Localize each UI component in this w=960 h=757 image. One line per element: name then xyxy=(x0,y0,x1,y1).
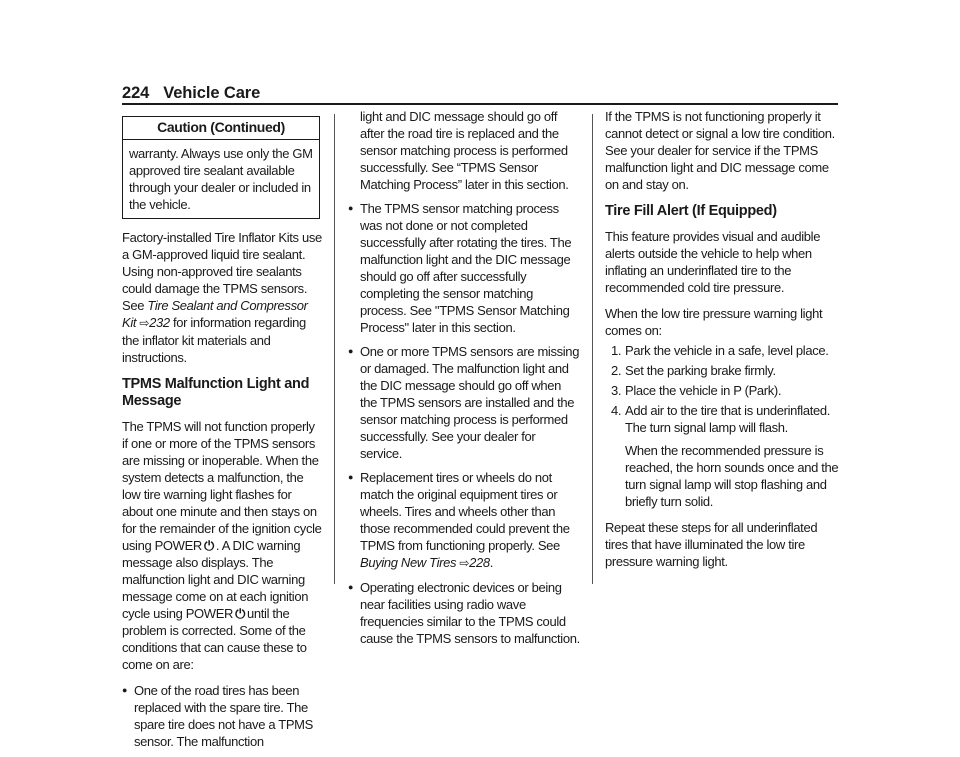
tpms-malfunction-paragraph xyxy=(122,418,322,673)
steps-list xyxy=(605,342,840,510)
paragraph-text: until the problem is corrected. Some of the conditions that can cause these to come on are: xyxy=(122,606,307,672)
column-3 xyxy=(605,108,840,579)
list-item xyxy=(605,402,840,510)
header-rule xyxy=(122,103,838,105)
caution-text: warranty. Always use only the GM approved tire sealant available through your dealer or included in the vehicle. xyxy=(129,146,313,212)
buying-new-tires-link[interactable]: Buying New Tires xyxy=(360,555,457,570)
step-number: 3. xyxy=(611,383,622,398)
tire-sealant-link[interactable]: Tire Sealant and Compressor Kit xyxy=(122,298,308,330)
paragraph-text: . A DIC warning message also displays. The malfunction light and DIC warning message come on at each ignition cycle using POWER xyxy=(122,538,309,621)
paragraph-text: Factory-installed Tire Inflator Kits use a GM-approved liquid tire sealant. Using non-approved tire sealants could damage the TPMS sensors. See xyxy=(122,230,322,313)
paragraph-text: Replacement tires or wheels do not match the original equipment tires or wheels. Tires and wheels other than those recommended could prevent the TPMS from functioning properly. See xyxy=(360,470,570,553)
step-number: 4. xyxy=(611,403,622,418)
list-item xyxy=(348,469,580,572)
tire-fill-paragraph: This feature provides visual and audible alerts outside the vehicle to help when inflating an underinflated tire to the recommended cold tire pressure. xyxy=(605,229,821,295)
step-number: 2. xyxy=(611,363,622,378)
section-title: Vehicle Care xyxy=(163,84,261,102)
list-item: ● Operating electronic devices or being near facilities using radio wave frequencies similar to the TPMS could cause the TPMS sensors to malfunction. xyxy=(348,579,580,647)
step-number: 1. xyxy=(611,343,622,358)
tpms-malfunction-heading: TPMS Malfunction Light and Message xyxy=(122,376,310,409)
column-divider xyxy=(592,114,593,584)
step-text: Add air to the tire that is underinflated. The turn signal lamp will flash. xyxy=(625,403,830,435)
list-item: ● One or more TPMS sensors are missing or damaged. The malfunction light and the DIC message should go off when the TPMS sensors are installed and the sensor matching process is performed successfully. See your dealer for service. xyxy=(348,343,580,462)
page-header xyxy=(122,84,260,103)
step-text: Set the parking brake firmly. xyxy=(625,363,776,378)
page-reference-icon: ⇨ xyxy=(459,556,470,570)
column-1 xyxy=(122,110,322,757)
list-item: ● The TPMS sensor matching process was not done or not completed successfully after rotating the tires. The malfunction light and the DIC message should go off after successfully completing the sensor matching process. See "TPMS Sensor Matching Process" later in this section. xyxy=(348,200,580,336)
inflator-kit-paragraph xyxy=(122,229,322,366)
paragraph-text: for information regarding the inflator kit materials and instructions. xyxy=(122,315,306,365)
list-item xyxy=(605,342,840,359)
caution-title: Caution (Continued) xyxy=(123,117,319,140)
page-reference-icon: ⇨ xyxy=(139,316,150,330)
caution-box xyxy=(122,116,320,219)
tire-fill-alert-heading: Tire Fill Alert (If Equipped) xyxy=(605,203,777,219)
list-item: ● One of the road tires has been replaced with the spare tire. The spare tire does not have a TPMS sensor. The malfunction xyxy=(122,682,322,750)
paragraph-text: The TPMS will not function properly if one or more of the TPMS sensors are missing or inoperable. When the system detects a malfunction, the low tire warning light flashes for about one minute and then stays on for the remainder of the ignition cycle using POWER xyxy=(122,419,322,553)
page-number: 224 xyxy=(122,84,150,102)
step-text: Park the vehicle in a safe, level place. xyxy=(625,343,829,358)
page-reference-number[interactable]: 232 xyxy=(149,315,170,330)
service-paragraph: If the TPMS is not functioning properly it cannot detect or signal a low tire condition. See your dealer for service if the TPMS malfunction light and DIC message come on and stay on. xyxy=(605,109,835,192)
warning-light-paragraph: When the low tire pressure warning light comes on: xyxy=(605,306,823,338)
bullet-continuation: light and DIC message should go off after the road tire is replaced and the sensor matching process is performed successfully. See “TPMS Sensor Matching Process” later in this section. xyxy=(360,109,569,192)
conditions-list xyxy=(122,682,322,750)
page-reference-number[interactable]: 228 xyxy=(469,555,490,570)
list-item xyxy=(605,362,840,379)
column-2 xyxy=(348,108,580,654)
step-note: When the recommended pressure is reached, the horn sounds once and the turn signal lamp will stop flashing and briefly turn solid. xyxy=(625,443,839,509)
power-icon: ⏻ xyxy=(235,606,246,621)
paragraph-text: . xyxy=(489,555,494,570)
step-text: Place the vehicle in P (Park). xyxy=(625,383,782,398)
list-item xyxy=(605,382,840,399)
repeat-paragraph: Repeat these steps for all underinflated tires that have illuminated the low tire pressure warning light. xyxy=(605,520,818,569)
column-divider xyxy=(334,114,335,584)
power-icon: ⏻ xyxy=(203,538,214,553)
conditions-list-continued xyxy=(348,200,580,647)
